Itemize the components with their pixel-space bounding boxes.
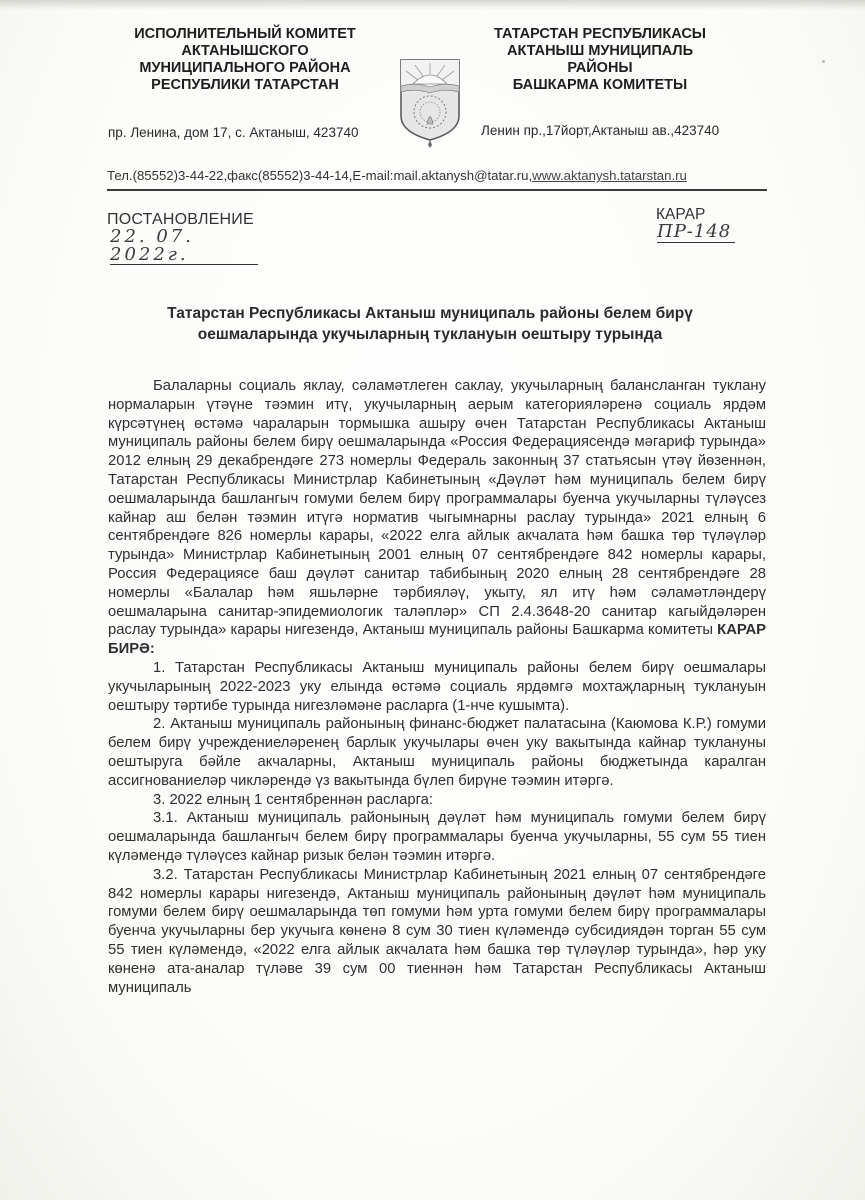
title-line: оешмаларында укучыларның туклануын оештыру турында (197, 326, 663, 343)
preamble-text: Балаларны социаль яклау, сәламәтлеген саклау, укучыларның балансланган туклану нормаларын үтәүне тәэмин итү, укучыларның аерым категорияләренә социаль ярдәм күрсәтүнең өстәмә чараларын тормышка ашыру өчен Татарстан Республикасы Актаныш муниципаль районы белем бирү оешмаларында «Россия Федерациясендә мәгариф турында» 2012 елның 29 декабрендәге 273 номерлы Федераль законның 37 статьясын үтәү йөзеннән, Татарстан Республикасы Министрлар Кабинетының «Дәүләт һәм муниципаль белем бирү оешмаларында башлангыч гомуми белем бирү программалары буенча укучыларны түләүсез кайнар аш белән тәэмин итүгә норматив чыгымнарны раслау турында» 2021 елның 6 сентябрендәге 826 номерлы карары, «2022 елга айлык акчалата һәм башка төр түләүләр турында» Министрлар Кабинетының 2001 елның 07 сентябрендәге 842 номерлы карары, Россия Федерациясе баш дәүләт санитар табибының 2020 елның 28 сентябрендәге 28 номерлы «Балалар һәм яшьләрне тәрбияләү, укыту, ял итү һәм сәламәтләндерү оешмаларына санитар-эпидемиологик таләпләр» СП 2.4.3648-20 санитар кагыйдәләрен раслау турында» карары нигезендә, Актаныш муниципаль районы Башкарма комитеты (108, 378, 766, 639)
item-3: 3. 2022 елның 1 сентябреннән расларга: (153, 791, 434, 808)
document-body (108, 377, 766, 997)
handwritten-number: ПР-148 (657, 222, 735, 243)
item-3-2: 3.2. Татарстан Республикасы Министрлар Кабинетының 2021 елның 07 сентябрендәге 842 номерлы карары нигезендә, Актаныш муниципаль районының дәүләт һәм муниципаль гомуми белем бирү оешмаларында төп гомуми һәм урта гомуми белем бирү программалары буенча укучыларны бер укучыга көненә 8 сум 30 тиен күләмендә субсидиядән торган 55 сум 55 тиен күләмендә, «2022 елга айлык акчалата һәм башка төр түләүләр турында», һәр уку көненә ата-аналар түләве 39 сум 00 тиеннән һәм Татарстан Республикасы Актаныш муниципаль (108, 866, 766, 996)
decision-label: КАРАР БИРӘ: (108, 622, 766, 658)
item-3-1: 3.1. Актаныш муниципаль районының дәүләт һәм муниципаль гомуми белем бирү оешмаларында башлангыч белем бирү программалары буенча укучыларны, 55 сум 55 тиен күләмендә түләүсез кайнар ризык белән тәэмин итәргә. (108, 810, 766, 864)
address-russian: пр. Ленина, дом 17, с. Актаныш, 423740 (108, 125, 359, 140)
org-line: ТАТАРСТАН РЕСПУБЛИКАСЫ (494, 26, 706, 42)
org-name-russian (110, 26, 380, 94)
contact-phone-email: Тел.(85552)3-44-22,факс(85552)3-44-14,E-mail:mail.aktanysh@tatar.ru, (107, 168, 533, 183)
item-1: 1. Татарстан Республикасы Актаныш муниципаль районы белем бирү оешмалары укучыларының 2022-2023 уку елында өстәмә социаль ярдәмгә мохтаҗларның туклануын оештыру тәртибе турында нигезләмәне расларга (1-нче кушымта). (108, 659, 766, 714)
address-tatar: Ленин пр.,17йорт,Актаныш ав.,423740 (481, 123, 720, 138)
org-line: РЕСПУБЛИКИ ТАТАРСТАН (151, 77, 339, 93)
org-line: АКТАНЫШ МУНИЦИПАЛЬ РАЙОНЫ (506, 43, 694, 76)
document-type-russian: ПОСТАНОВЛЕНИЕ (107, 211, 254, 228)
contact-line (107, 168, 767, 191)
coat-of-arms-icon (395, 54, 465, 149)
item-2: 2. Актаныш муниципаль районының финанс-бюджет палатасына (Каюмова К.Р.) гомуми белем бирү учреждениеләренең барлык укучылары өчен уку вакытында кайнар туклануны оештыруга бәйле акчаларны, Актаныш муниципаль районы бюджетында каралган ассигнованиеләр чикләрендә үз вакытында бүлеп бирүне тәэмин итәргә. (108, 716, 766, 789)
scan-speck (822, 60, 825, 63)
org-name-tatar (480, 26, 720, 94)
document-title (130, 303, 730, 345)
preamble-paragraph (108, 377, 766, 659)
org-line: БАШКАРМА КОМИТЕТЫ (512, 77, 688, 93)
website-link[interactable]: www.aktanysh.tatarstan.ru (532, 168, 687, 183)
handwritten-date: 22. 07. 2022г. (110, 228, 258, 265)
org-line: АКТАНЫШСКОГО (181, 43, 309, 59)
scan-edge-shadow (0, 0, 865, 10)
title-line: Татарстан Республикасы Актаныш муниципаль районы белем бирү (167, 305, 693, 322)
org-line: МУНИЦИПАЛЬНОГО РАЙОНА (139, 60, 351, 76)
org-line: ИСПОЛНИТЕЛЬНЫЙ КОМИТЕТ (134, 26, 356, 42)
document-type-tatar: КАРАР (656, 206, 706, 223)
